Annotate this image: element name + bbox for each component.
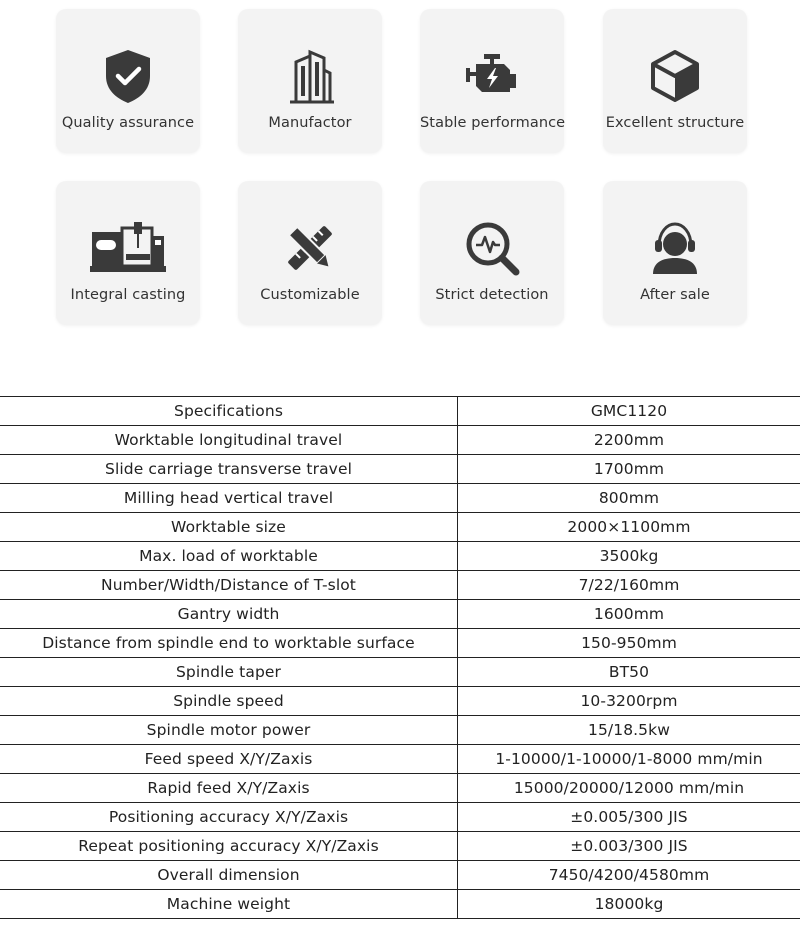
feature-label: Excellent structure	[605, 115, 745, 131]
spec-name: Spindle taper	[0, 658, 458, 687]
feature-label: Strict detection	[435, 287, 549, 303]
feature-grid	[0, 0, 800, 340]
spec-name: Slide carriage transverse travel	[0, 455, 458, 484]
spec-name: Spindle motor power	[0, 716, 458, 745]
spec-value: 1700mm	[458, 455, 800, 484]
spec-value: 2200mm	[458, 426, 800, 455]
table-header-row	[0, 397, 800, 426]
spec-name: Number/Width/Distance of T-slot	[0, 571, 458, 600]
spec-value: ±0.005/300 JIS	[458, 803, 800, 832]
spec-value: 18000kg	[458, 890, 800, 919]
cube-icon	[603, 45, 747, 107]
feature-card-strict-detection	[420, 181, 564, 325]
spec-value: 3500kg	[458, 542, 800, 571]
spec-value: BT50	[458, 658, 800, 687]
spec-name: Specifications	[0, 397, 458, 426]
spec-value: 15000/20000/12000 mm/min	[458, 774, 800, 803]
spec-value: 2000×1100mm	[458, 513, 800, 542]
feature-label: Stable performance	[420, 115, 566, 131]
feature-card-customizable	[238, 181, 382, 325]
engine-icon	[420, 45, 564, 107]
spec-value: 1600mm	[458, 600, 800, 629]
table-row	[0, 426, 800, 455]
spec-value: 7/22/160mm	[458, 571, 800, 600]
spec-value: 15/18.5kw	[458, 716, 800, 745]
table-row	[0, 861, 800, 890]
spec-name: Positioning accuracy X/Y/Zaxis	[0, 803, 458, 832]
table-row	[0, 890, 800, 919]
specifications-table	[0, 396, 800, 919]
spec-name: Machine weight	[0, 890, 458, 919]
shield-check-icon	[56, 45, 200, 107]
spec-name: Worktable size	[0, 513, 458, 542]
spec-value: 7450/4200/4580mm	[458, 861, 800, 890]
headset-user-icon	[603, 217, 747, 279]
spec-name: Gantry width	[0, 600, 458, 629]
spec-name: Spindle speed	[0, 687, 458, 716]
table-row	[0, 629, 800, 658]
feature-label: Manufactor	[268, 115, 352, 131]
feature-label: Quality assurance	[61, 115, 195, 131]
spec-name: Feed speed X/Y/Zaxis	[0, 745, 458, 774]
table-row	[0, 774, 800, 803]
table-row	[0, 513, 800, 542]
spec-name: Worktable longitudinal travel	[0, 426, 458, 455]
spec-name: Max. load of worktable	[0, 542, 458, 571]
feature-card-excellent-structure	[603, 9, 747, 153]
feature-label: Customizable	[260, 287, 360, 303]
feature-card-stable-performance	[420, 9, 564, 153]
table-row	[0, 803, 800, 832]
table-row	[0, 658, 800, 687]
feature-label: Integral casting	[70, 287, 186, 303]
magnifier-pulse-icon	[420, 217, 564, 279]
table-row	[0, 455, 800, 484]
spec-value: 150-950mm	[458, 629, 800, 658]
table-row	[0, 832, 800, 861]
spec-value: 800mm	[458, 484, 800, 513]
table-row	[0, 600, 800, 629]
table-row	[0, 716, 800, 745]
table-row	[0, 745, 800, 774]
feature-card-quality-assurance	[56, 9, 200, 153]
machine-icon	[56, 217, 200, 279]
building-icon	[238, 45, 382, 107]
feature-card-integral-casting	[56, 181, 200, 325]
spec-value: 10-3200rpm	[458, 687, 800, 716]
feature-card-manufactor	[238, 9, 382, 153]
table-row	[0, 542, 800, 571]
table-row	[0, 484, 800, 513]
table-row	[0, 571, 800, 600]
spec-value: 1-10000/1-10000/1-8000 mm/min	[458, 745, 800, 774]
pencil-ruler-icon	[238, 217, 382, 279]
feature-card-after-sale	[603, 181, 747, 325]
feature-label: After sale	[640, 287, 710, 303]
spec-name: Overall dimension	[0, 861, 458, 890]
spec-name: Repeat positioning accuracy X/Y/Zaxis	[0, 832, 458, 861]
spec-name: Milling head vertical travel	[0, 484, 458, 513]
spec-value: ±0.003/300 JIS	[458, 832, 800, 861]
spec-name: Rapid feed X/Y/Zaxis	[0, 774, 458, 803]
spec-name: Distance from spindle end to worktable surface	[0, 629, 458, 658]
table-row	[0, 687, 800, 716]
spec-value: GMC1120	[458, 397, 800, 426]
